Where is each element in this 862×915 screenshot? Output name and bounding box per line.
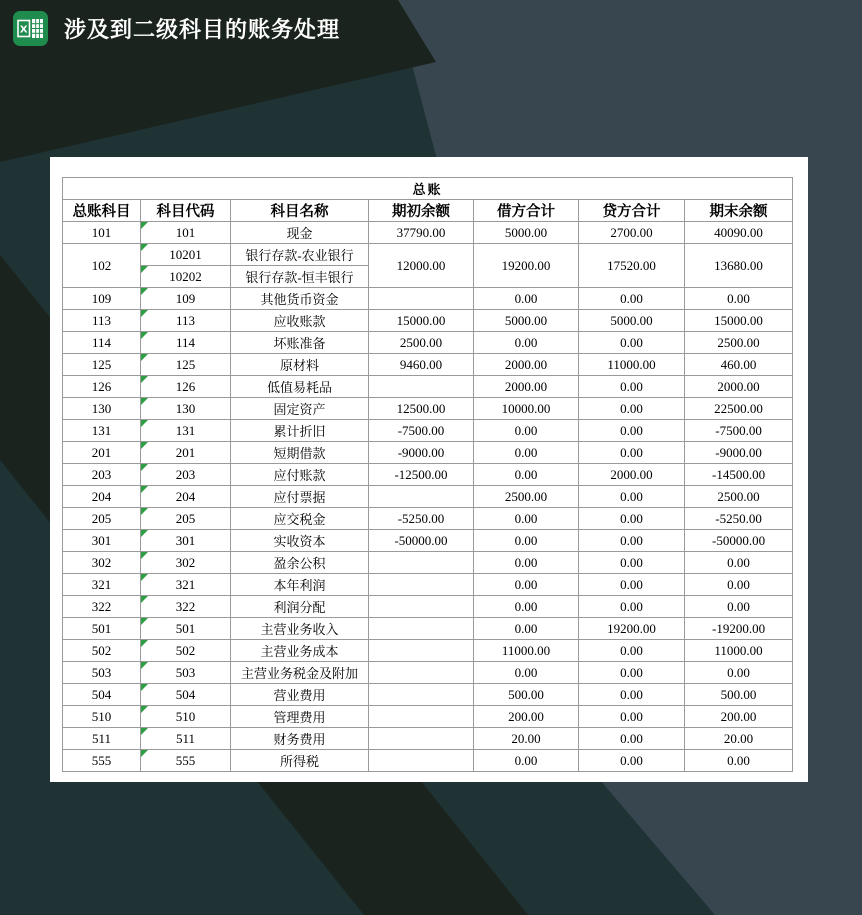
table-row — [63, 684, 793, 706]
cell-val[interactable]: 20.00 — [685, 728, 793, 750]
cell-code[interactable]: 502 — [141, 640, 231, 662]
table-title-row — [63, 178, 793, 200]
cell-val[interactable] — [369, 618, 474, 640]
cell-name[interactable]: 营业费用 — [231, 684, 369, 706]
cell-name[interactable]: 现金 — [231, 222, 369, 244]
cell-acct[interactable]: 504 — [63, 684, 141, 706]
cell-val[interactable]: -9000.00 — [685, 442, 793, 464]
table-title[interactable]: 总账 — [63, 178, 793, 200]
cell-val[interactable]: -7500.00 — [685, 420, 793, 442]
cell-val[interactable]: -14500.00 — [685, 464, 793, 486]
cell-code[interactable]: 10201 — [141, 244, 231, 266]
cell-acct[interactable]: 205 — [63, 508, 141, 530]
cell-name[interactable]: 应交税金 — [231, 508, 369, 530]
table-header-row — [63, 200, 793, 222]
cell-val[interactable]: 0.00 — [579, 706, 685, 728]
cell-val[interactable] — [369, 728, 474, 750]
table-row — [63, 530, 793, 552]
cell-code[interactable]: 511 — [141, 728, 231, 750]
cell-acct[interactable]: 131 — [63, 420, 141, 442]
cell-val[interactable]: 0.00 — [474, 618, 579, 640]
cell-code[interactable]: 130 — [141, 398, 231, 420]
table-row — [63, 288, 793, 310]
cell-acct[interactable]: 201 — [63, 442, 141, 464]
column-header[interactable]: 科目代码 — [141, 200, 231, 222]
table-row — [63, 398, 793, 420]
table-row — [63, 222, 793, 244]
cell-val[interactable]: 19200.00 — [474, 244, 579, 288]
cell-code[interactable]: 101 — [141, 222, 231, 244]
cell-acct[interactable]: 114 — [63, 332, 141, 354]
cell-code[interactable]: 201 — [141, 442, 231, 464]
cell-val[interactable]: 0.00 — [474, 442, 579, 464]
cell-val[interactable] — [369, 684, 474, 706]
cell-name[interactable]: 坏账准备 — [231, 332, 369, 354]
table-row — [63, 420, 793, 442]
table-row — [63, 332, 793, 354]
cell-val[interactable]: 0.00 — [579, 750, 685, 772]
cell-name[interactable]: 短期借款 — [231, 442, 369, 464]
cell-val[interactable]: 11000.00 — [685, 640, 793, 662]
cell-val[interactable]: 200.00 — [474, 706, 579, 728]
cell-val[interactable] — [369, 640, 474, 662]
cell-name[interactable]: 银行存款-恒丰银行 — [231, 266, 369, 288]
cell-val[interactable] — [369, 596, 474, 618]
cell-val[interactable]: 500.00 — [685, 684, 793, 706]
cell-val[interactable]: 2000.00 — [579, 464, 685, 486]
cell-val[interactable]: 5000.00 — [474, 222, 579, 244]
cell-code[interactable]: 10202 — [141, 266, 231, 288]
cell-acct[interactable]: 502 — [63, 640, 141, 662]
cell-val[interactable]: 0.00 — [474, 332, 579, 354]
cell-val[interactable]: 0.00 — [579, 442, 685, 464]
cell-name[interactable]: 财务费用 — [231, 728, 369, 750]
cell-code[interactable]: 301 — [141, 530, 231, 552]
cell-val[interactable]: 2500.00 — [369, 332, 474, 354]
cell-code[interactable]: 504 — [141, 684, 231, 706]
cell-val[interactable]: 0.00 — [685, 288, 793, 310]
cell-name[interactable]: 固定资产 — [231, 398, 369, 420]
cell-val[interactable]: 0.00 — [579, 288, 685, 310]
table-row — [63, 728, 793, 750]
cell-acct[interactable]: 109 — [63, 288, 141, 310]
cell-val[interactable]: 0.00 — [685, 662, 793, 684]
cell-val[interactable] — [369, 750, 474, 772]
cell-code[interactable]: 131 — [141, 420, 231, 442]
cell-val[interactable]: 0.00 — [474, 662, 579, 684]
cell-val[interactable] — [369, 376, 474, 398]
cell-val[interactable]: -7500.00 — [369, 420, 474, 442]
cell-val[interactable]: 2000.00 — [685, 376, 793, 398]
table-row — [63, 244, 793, 266]
table-body — [63, 222, 793, 772]
column-header[interactable]: 科目名称 — [231, 200, 369, 222]
column-header[interactable]: 期初余额 — [369, 200, 474, 222]
cell-val[interactable]: 9460.00 — [369, 354, 474, 376]
cell-acct[interactable]: 503 — [63, 662, 141, 684]
table-row — [63, 354, 793, 376]
cell-code[interactable]: 555 — [141, 750, 231, 772]
cell-code[interactable]: 125 — [141, 354, 231, 376]
cell-acct[interactable]: 203 — [63, 464, 141, 486]
cell-val[interactable]: 0.00 — [474, 464, 579, 486]
table-row — [63, 750, 793, 772]
table-row — [63, 706, 793, 728]
cell-val[interactable]: 0.00 — [474, 750, 579, 772]
cell-val[interactable]: 0.00 — [579, 596, 685, 618]
cell-code[interactable]: 203 — [141, 464, 231, 486]
cell-val[interactable]: 0.00 — [579, 728, 685, 750]
cell-acct[interactable]: 321 — [63, 574, 141, 596]
cell-val[interactable]: 0.00 — [474, 574, 579, 596]
title-bar — [0, 0, 862, 57]
cell-name[interactable]: 应收账款 — [231, 310, 369, 332]
cell-val[interactable]: 0.00 — [474, 596, 579, 618]
excel-icon — [13, 11, 48, 46]
cell-val[interactable]: -9000.00 — [369, 442, 474, 464]
cell-val[interactable]: 0.00 — [579, 530, 685, 552]
table-row — [63, 310, 793, 332]
cell-code[interactable]: 114 — [141, 332, 231, 354]
cell-val[interactable]: 13680.00 — [685, 244, 793, 288]
cell-val[interactable]: 11000.00 — [579, 354, 685, 376]
cell-val[interactable]: 10000.00 — [474, 398, 579, 420]
cell-val[interactable]: 15000.00 — [369, 310, 474, 332]
cell-name[interactable]: 盈余公积 — [231, 552, 369, 574]
cell-val[interactable]: 17520.00 — [579, 244, 685, 288]
svg-text:X: X — [19, 24, 28, 36]
cell-acct[interactable]: 511 — [63, 728, 141, 750]
cell-val[interactable]: 0.00 — [474, 530, 579, 552]
column-header[interactable]: 贷方合计 — [579, 200, 685, 222]
table-row — [63, 486, 793, 508]
cell-acct[interactable]: 322 — [63, 596, 141, 618]
cell-name[interactable]: 累计折旧 — [231, 420, 369, 442]
cell-val[interactable]: 2700.00 — [579, 222, 685, 244]
cell-acct[interactable]: 101 — [63, 222, 141, 244]
cell-val[interactable]: 0.00 — [474, 288, 579, 310]
cell-name[interactable]: 主营业务税金及附加 — [231, 662, 369, 684]
cell-val[interactable]: 0.00 — [579, 508, 685, 530]
cell-code[interactable]: 126 — [141, 376, 231, 398]
table-row — [63, 662, 793, 684]
cell-val[interactable]: 2500.00 — [685, 332, 793, 354]
column-header[interactable]: 期末余额 — [685, 200, 793, 222]
cell-val[interactable]: 22500.00 — [685, 398, 793, 420]
column-header[interactable]: 总账科目 — [63, 200, 141, 222]
cell-acct[interactable]: 102 — [63, 244, 141, 288]
cell-val[interactable]: 2500.00 — [685, 486, 793, 508]
table-row — [63, 618, 793, 640]
cell-val[interactable]: 0.00 — [685, 596, 793, 618]
cell-name[interactable]: 其他货币资金 — [231, 288, 369, 310]
cell-val[interactable]: -50000.00 — [685, 530, 793, 552]
cell-name[interactable]: 主营业务成本 — [231, 640, 369, 662]
cell-val[interactable] — [369, 288, 474, 310]
cell-name[interactable]: 本年利润 — [231, 574, 369, 596]
cell-acct[interactable]: 501 — [63, 618, 141, 640]
cell-val[interactable]: 0.00 — [579, 662, 685, 684]
cell-name[interactable]: 所得税 — [231, 750, 369, 772]
cell-val[interactable]: 0.00 — [474, 508, 579, 530]
table-row — [63, 640, 793, 662]
cell-val[interactable]: 0.00 — [685, 552, 793, 574]
cell-val[interactable]: 500.00 — [474, 684, 579, 706]
cell-acct[interactable]: 204 — [63, 486, 141, 508]
cell-val[interactable] — [369, 574, 474, 596]
cell-name[interactable]: 低值易耗品 — [231, 376, 369, 398]
cell-name[interactable]: 实收资本 — [231, 530, 369, 552]
cell-val[interactable]: 0.00 — [579, 398, 685, 420]
cell-val[interactable]: 0.00 — [579, 640, 685, 662]
cell-code[interactable]: 109 — [141, 288, 231, 310]
cell-val[interactable]: 40090.00 — [685, 222, 793, 244]
cell-val[interactable]: 19200.00 — [579, 618, 685, 640]
cell-val[interactable]: 20.00 — [474, 728, 579, 750]
cell-val[interactable]: -50000.00 — [369, 530, 474, 552]
cell-name[interactable]: 管理费用 — [231, 706, 369, 728]
cell-name[interactable]: 应付账款 — [231, 464, 369, 486]
cell-val[interactable]: 200.00 — [685, 706, 793, 728]
cell-code[interactable]: 204 — [141, 486, 231, 508]
table-row — [63, 508, 793, 530]
column-header[interactable]: 借方合计 — [474, 200, 579, 222]
cell-name[interactable]: 应付票据 — [231, 486, 369, 508]
cell-val[interactable] — [369, 552, 474, 574]
cell-code[interactable]: 322 — [141, 596, 231, 618]
ledger-table — [62, 177, 793, 772]
cell-acct[interactable]: 125 — [63, 354, 141, 376]
cell-acct[interactable]: 113 — [63, 310, 141, 332]
cell-val[interactable] — [369, 662, 474, 684]
cell-val[interactable]: 2000.00 — [474, 376, 579, 398]
cell-val[interactable]: 11000.00 — [474, 640, 579, 662]
cell-code[interactable]: 302 — [141, 552, 231, 574]
cell-val[interactable]: 0.00 — [579, 552, 685, 574]
cell-val[interactable]: 2000.00 — [474, 354, 579, 376]
cell-code[interactable]: 321 — [141, 574, 231, 596]
cell-val[interactable]: 12000.00 — [369, 244, 474, 288]
cell-acct[interactable]: 555 — [63, 750, 141, 772]
table-row — [63, 464, 793, 486]
sheet-panel — [50, 157, 808, 782]
cell-code[interactable]: 503 — [141, 662, 231, 684]
page-title: 涉及到二级科目的账务处理 — [64, 18, 341, 43]
cell-acct[interactable]: 126 — [63, 376, 141, 398]
cell-val[interactable]: 0.00 — [579, 574, 685, 596]
cell-val[interactable]: 0.00 — [685, 750, 793, 772]
cell-val[interactable]: -19200.00 — [685, 618, 793, 640]
cell-acct[interactable]: 510 — [63, 706, 141, 728]
cell-val[interactable]: 5000.00 — [474, 310, 579, 332]
cell-val[interactable] — [369, 706, 474, 728]
cell-val[interactable]: 0.00 — [474, 552, 579, 574]
cell-val[interactable]: 37790.00 — [369, 222, 474, 244]
cell-val[interactable]: 0.00 — [474, 420, 579, 442]
cell-val[interactable]: 0.00 — [579, 684, 685, 706]
table-row — [63, 596, 793, 618]
table-row — [63, 552, 793, 574]
table-row — [63, 376, 793, 398]
cell-val[interactable]: 0.00 — [579, 486, 685, 508]
cell-val[interactable]: 460.00 — [685, 354, 793, 376]
cell-acct[interactable]: 301 — [63, 530, 141, 552]
cell-code[interactable]: 205 — [141, 508, 231, 530]
cell-val[interactable]: 12500.00 — [369, 398, 474, 420]
cell-val[interactable]: -5250.00 — [369, 508, 474, 530]
cell-name[interactable]: 银行存款-农业银行 — [231, 244, 369, 266]
cell-val[interactable]: -12500.00 — [369, 464, 474, 486]
cell-val[interactable]: 0.00 — [685, 574, 793, 596]
cell-code[interactable]: 501 — [141, 618, 231, 640]
cell-code[interactable]: 510 — [141, 706, 231, 728]
table-row — [63, 574, 793, 596]
cell-val[interactable]: 0.00 — [579, 420, 685, 442]
cell-code[interactable]: 113 — [141, 310, 231, 332]
cell-val[interactable]: 2500.00 — [474, 486, 579, 508]
table-row — [63, 442, 793, 464]
cell-val[interactable]: 0.00 — [579, 332, 685, 354]
cell-name[interactable]: 原材料 — [231, 354, 369, 376]
cell-acct[interactable]: 130 — [63, 398, 141, 420]
cell-val[interactable]: 0.00 — [579, 376, 685, 398]
cell-val[interactable]: 5000.00 — [579, 310, 685, 332]
cell-val[interactable] — [369, 486, 474, 508]
cell-acct[interactable]: 302 — [63, 552, 141, 574]
cell-val[interactable]: 15000.00 — [685, 310, 793, 332]
cell-name[interactable]: 利润分配 — [231, 596, 369, 618]
cell-val[interactable]: -5250.00 — [685, 508, 793, 530]
cell-name[interactable]: 主营业务收入 — [231, 618, 369, 640]
